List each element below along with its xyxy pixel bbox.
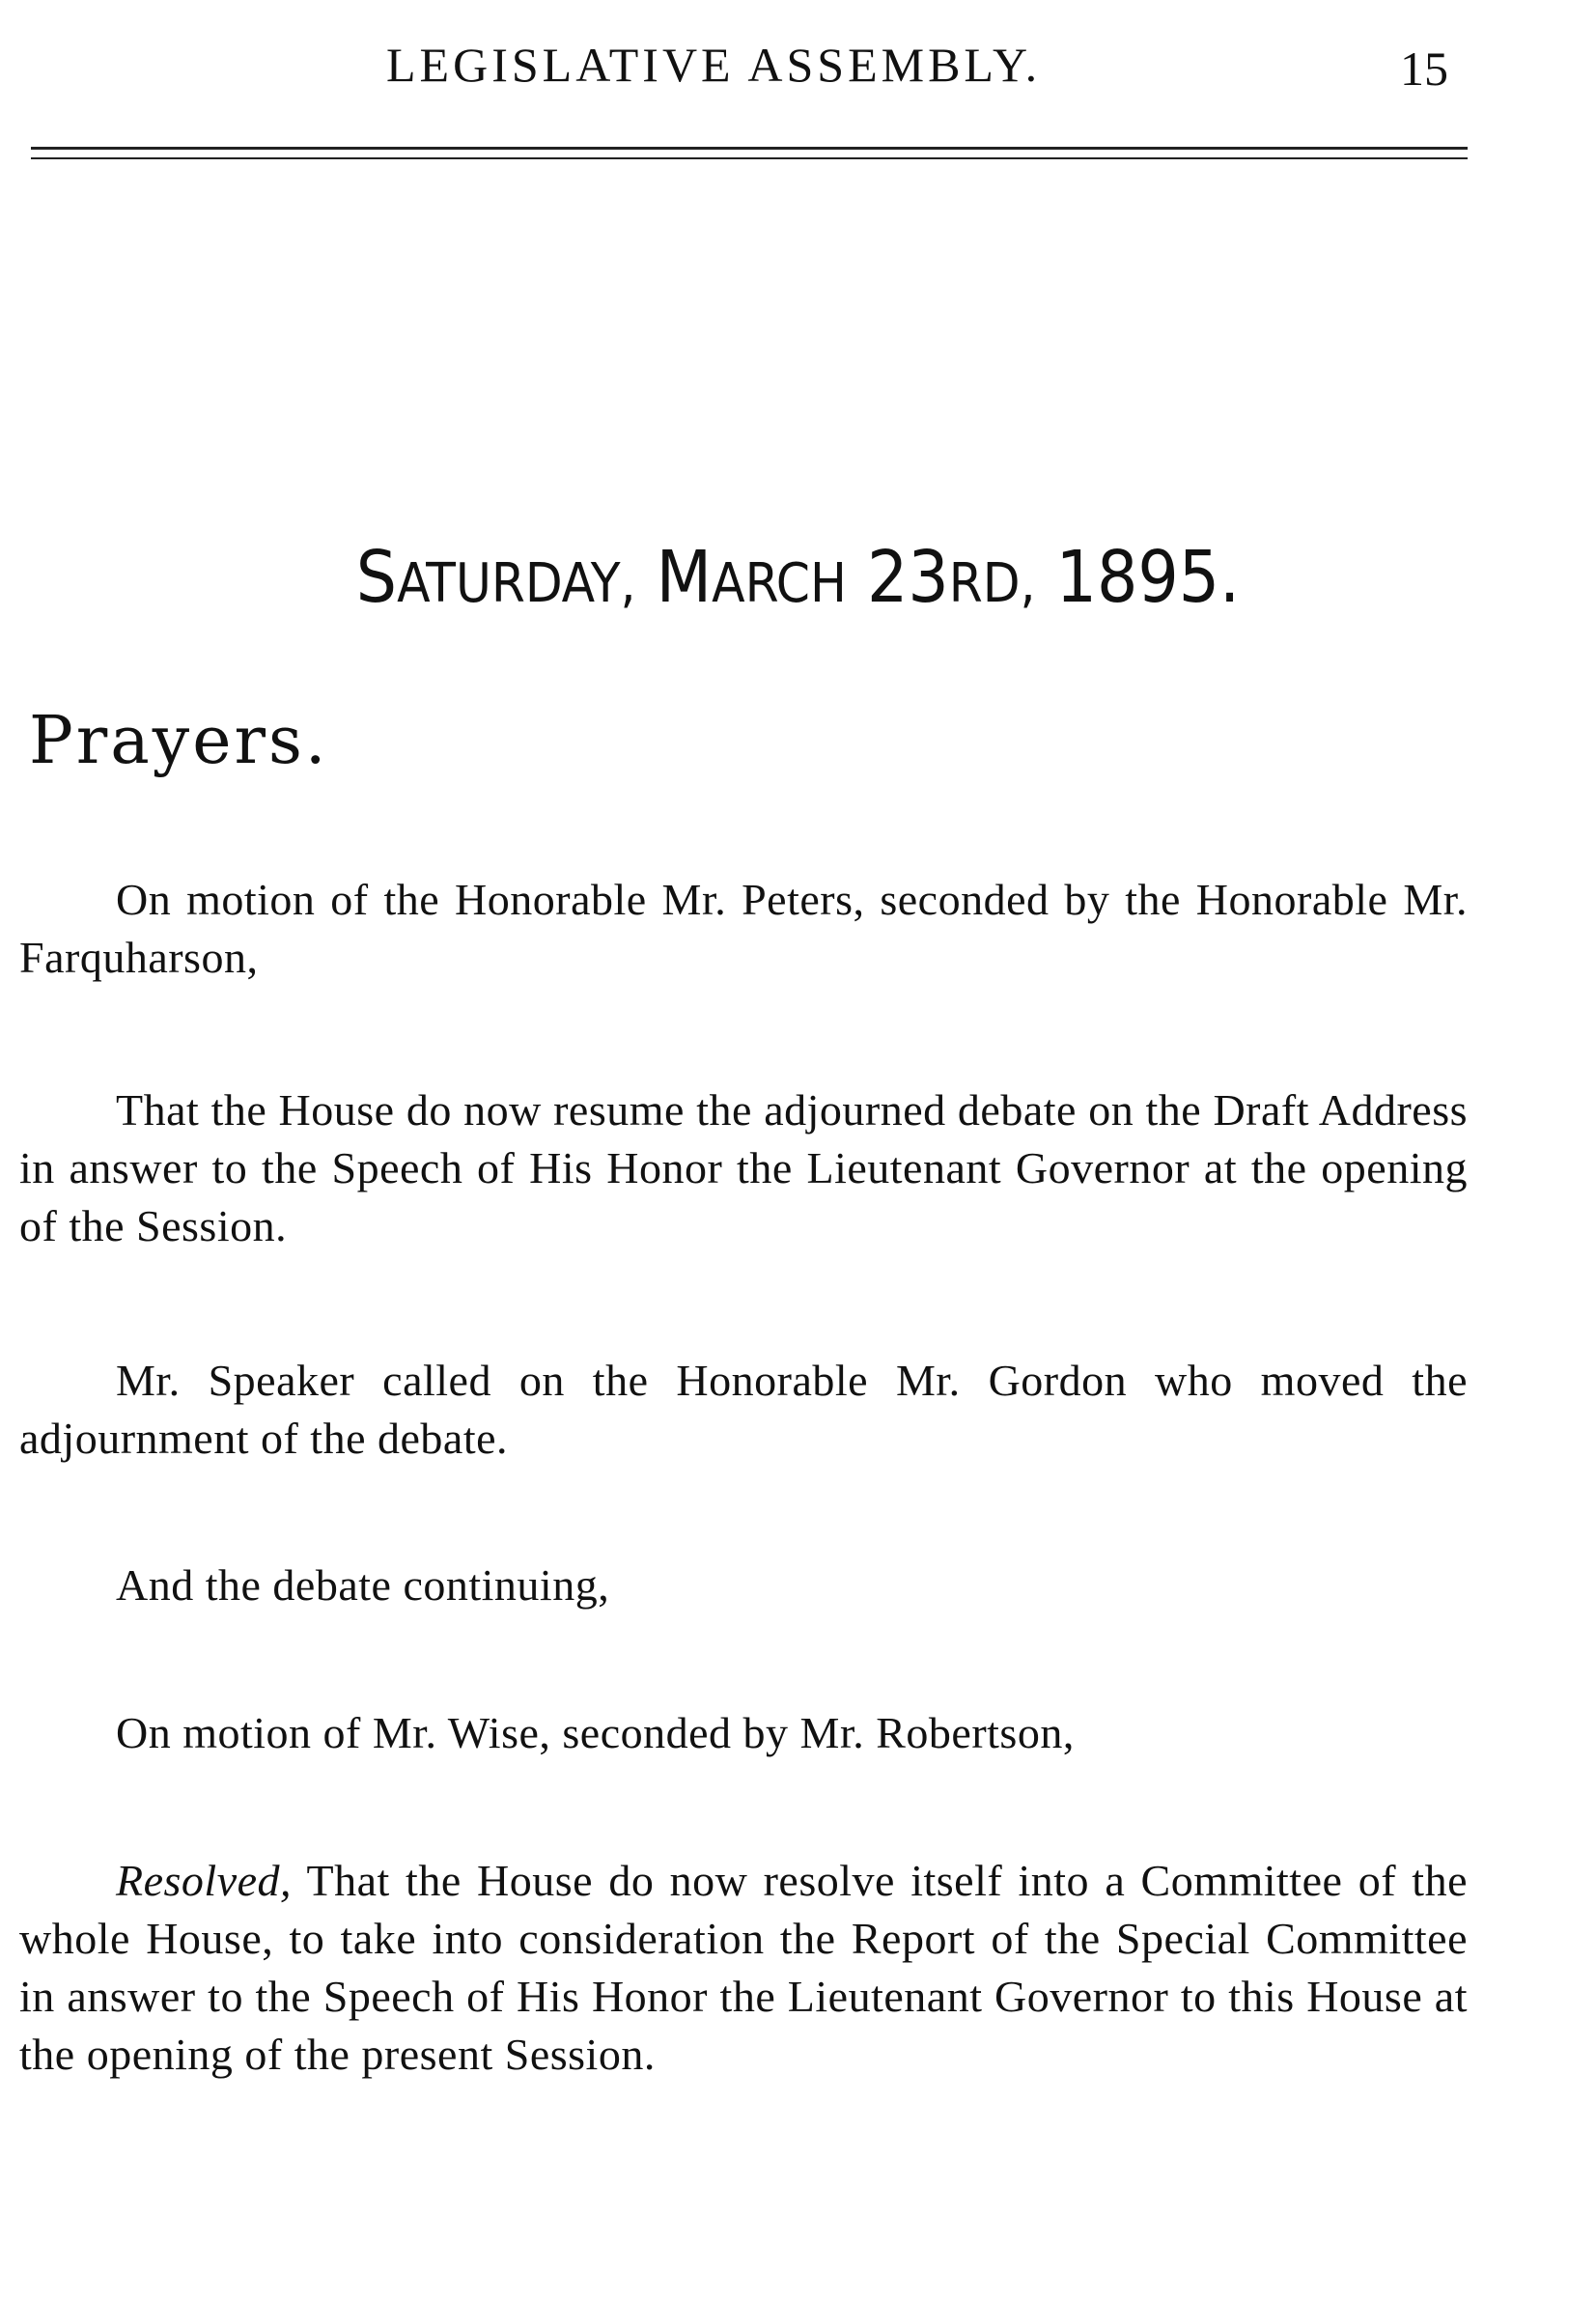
paragraph-motion <box>19 871 1468 987</box>
date-day-number: 23 <box>867 536 949 619</box>
paragraph-resolution <box>19 1852 1468 2084</box>
section-title: Prayers. <box>29 703 329 779</box>
paragraph-text: That the House do now resume the adjourned debate on the Draft Address in answer to the Speech of His Honor the Lieutenant Governor at the opening of the Session. <box>19 1085 1468 1250</box>
date-weekday-initial: S <box>355 536 398 619</box>
date-month-initial: M <box>656 536 713 619</box>
date-year: 1895. <box>1055 536 1241 619</box>
paragraph-text: On motion of Mr. Wise, seconded by Mr. Robertson, <box>116 1708 1075 1757</box>
running-title: LEGISLATIVE ASSEMBLY. <box>386 38 1042 92</box>
resolution-lead <box>19 1856 292 1905</box>
running-head <box>0 37 1596 104</box>
paragraph-text: On motion of the Honorable Mr. Peters, seconded by the Honorable Mr. Farquharson, <box>19 875 1468 982</box>
paragraph-second-motion <box>19 1704 1468 1762</box>
header-rule-bottom <box>31 157 1468 159</box>
paragraph-debate-continuing <box>19 1556 1468 1614</box>
header-rule-top <box>31 147 1468 150</box>
resolved-word: Resolved, <box>116 1856 293 1905</box>
paragraph-text: Mr. Speaker called on the Honorable Mr. Gordon who moved the adjournment of the debate. <box>19 1356 1468 1463</box>
date-weekday-rest: ATURDAY, <box>397 552 636 615</box>
paragraph-text: And the debate continuing, <box>116 1560 610 1610</box>
paragraph-speaker <box>19 1352 1468 1468</box>
date-heading <box>0 536 1596 619</box>
paragraph-resume-debate <box>19 1081 1468 1255</box>
date-day-suffix: RD, <box>948 552 1036 615</box>
paragraph-text: That the House do now resolve itself into a Committee of the whole House, to take into consideration the Report of the Special Committee in answer to the Speech of His Honor the Lieutenant Governor to this House at the opening of the present Session. <box>19 1856 1468 2079</box>
date-month-rest: ARCH <box>712 552 847 615</box>
page-number: 15 <box>1400 42 1448 96</box>
